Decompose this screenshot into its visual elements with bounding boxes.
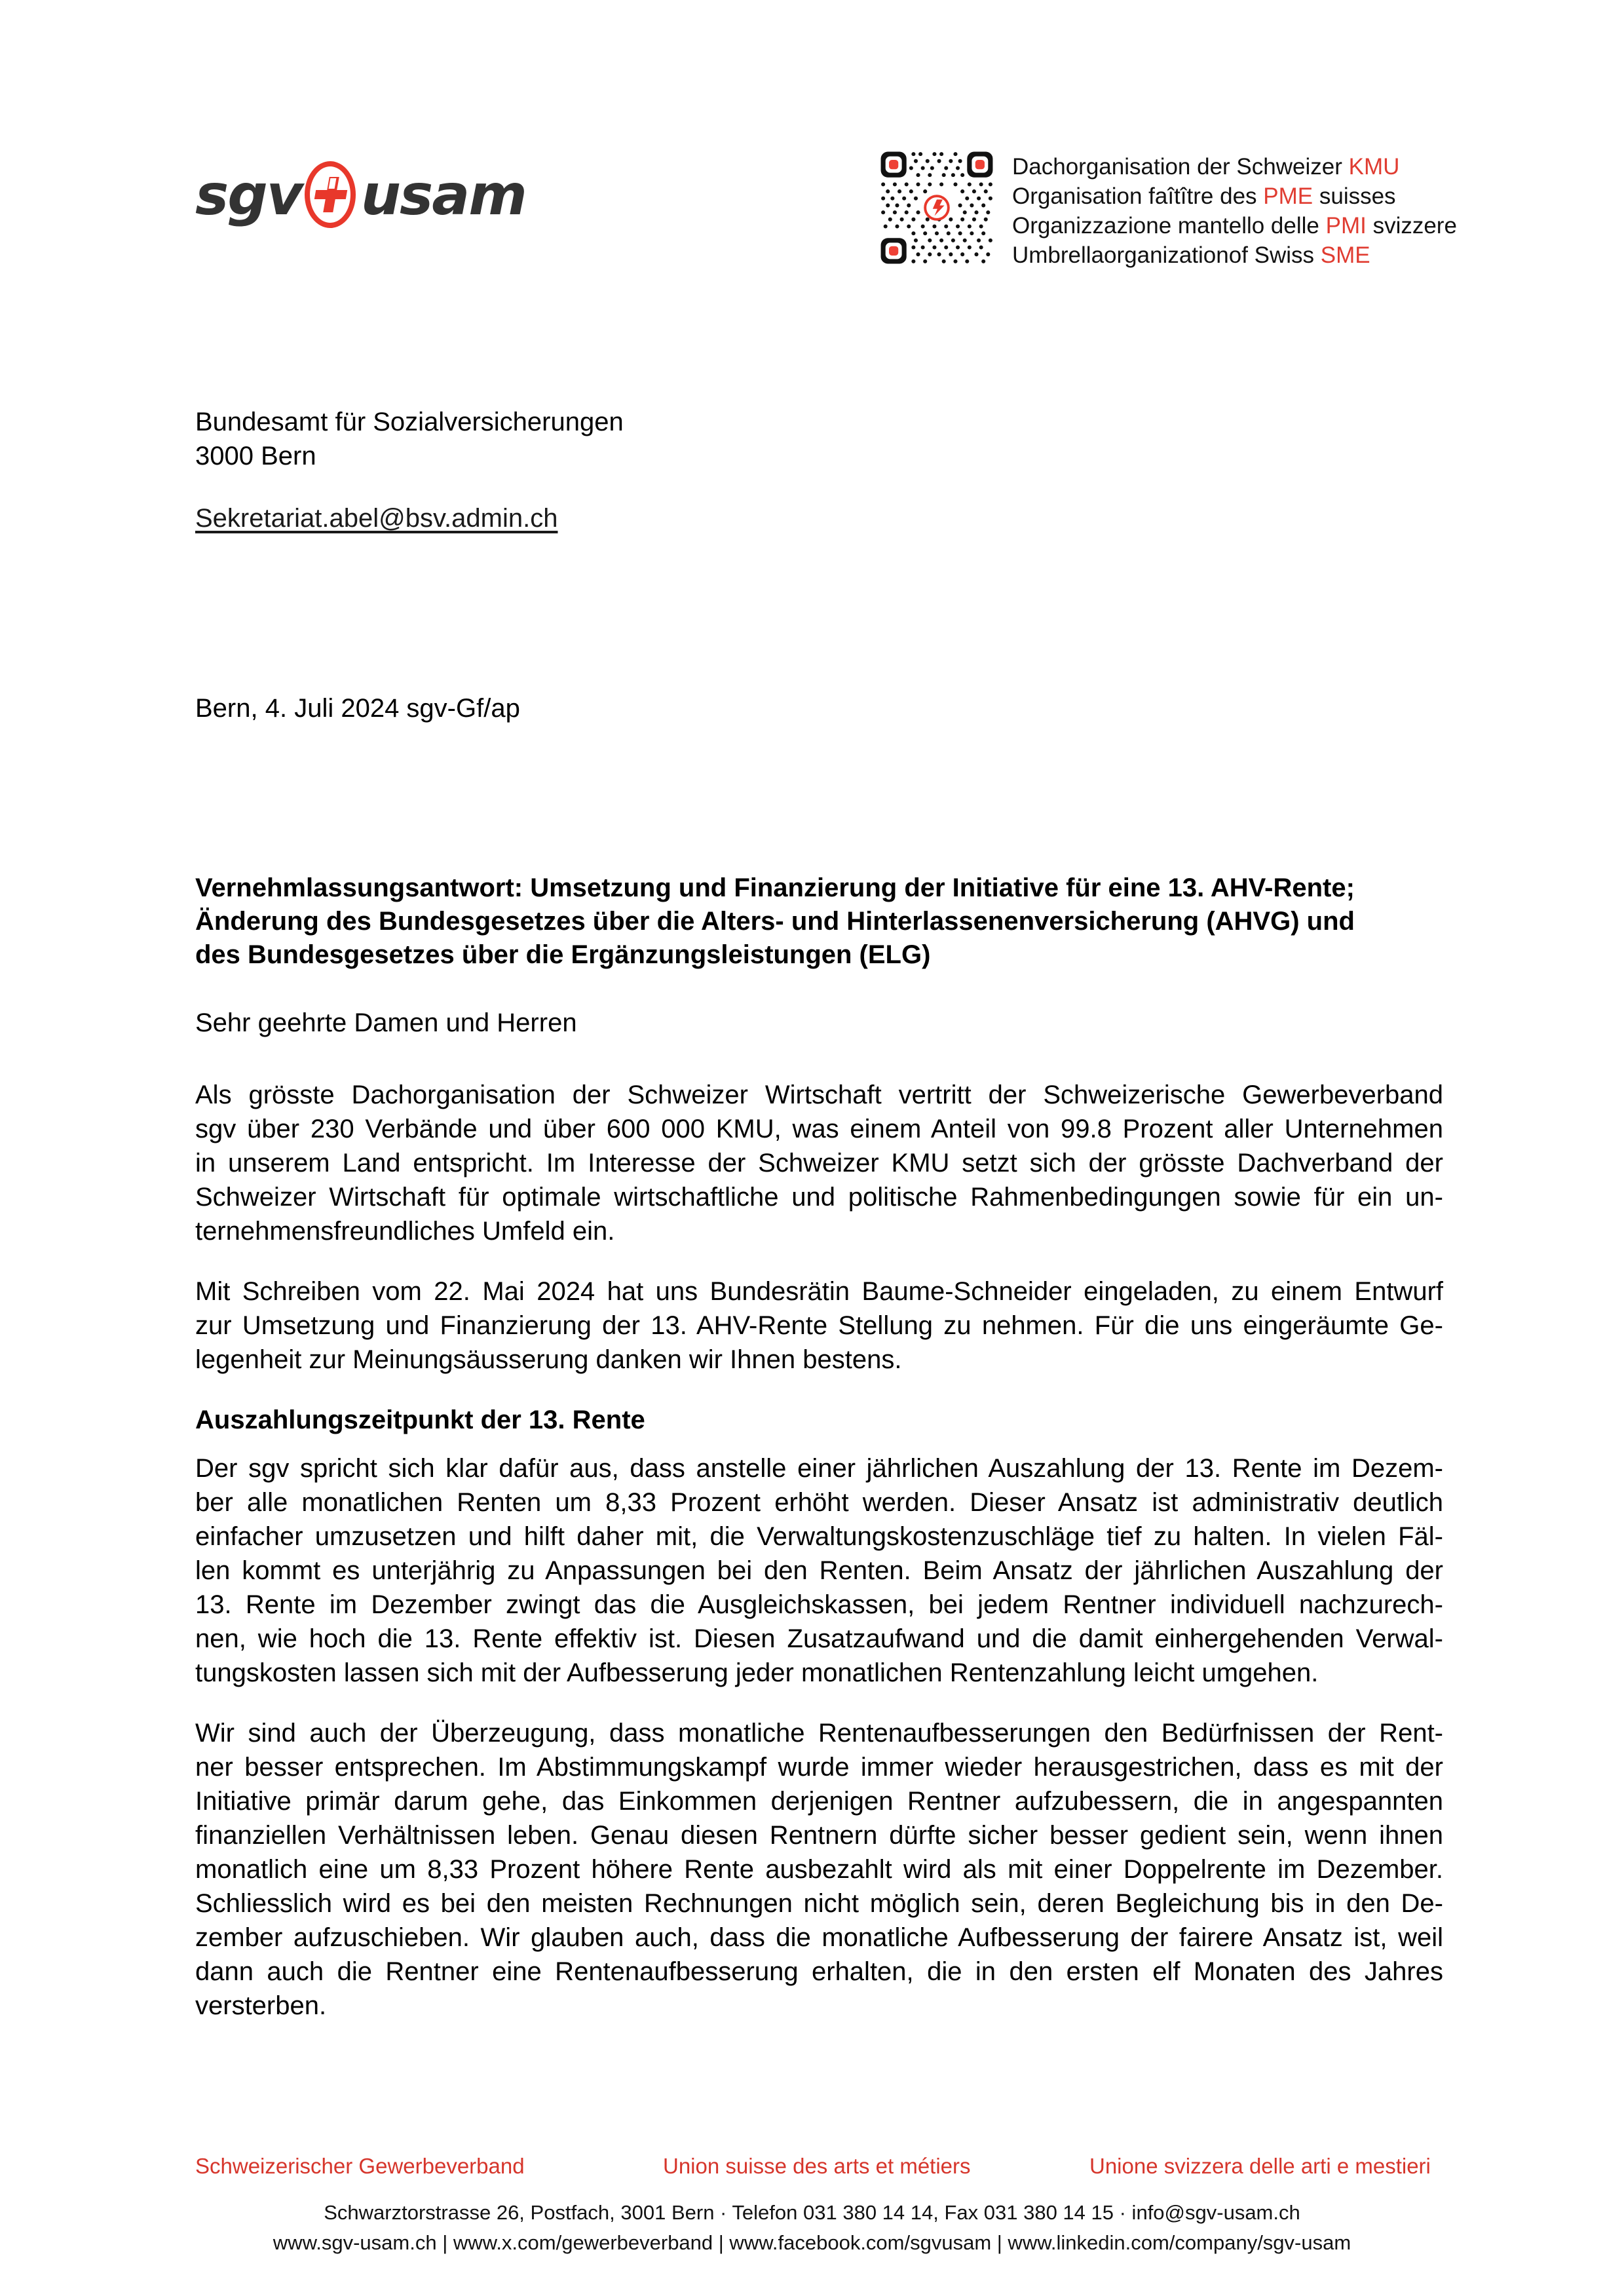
paragraph-line: in unserem Land entspricht. Im Interesse der Schweizer KMU setzt sich der grösste Dachverband der [195,1149,1443,1177]
paragraph-line: Als grösste Dachorganisation der Schweizer Wirtschaft vertritt der Schweizerische Gewerbeverband [195,1081,1443,1109]
subject-line-2: Änderung des Bundesgesetzes über die Alters- und Hinterlassenenversicherung (AHVG) und [195,907,1355,936]
tagline-de-prefix: Dachorganisation der Schweizer [1012,154,1349,180]
footer-organization-names [0,2152,1624,2186]
paragraph-line: Wir sind auch der Überzeugung, dass monatliche Rentenaufbesserungen den Bedürfnissen der Rent- [195,1719,1443,1748]
paragraph-line: nen, wie hoch die 13. Rente effektiv ist. Diesen Zusatzaufwand und die damit einhergehenden Verwal- [195,1624,1443,1653]
tagline-en [1012,240,1457,270]
paragraph-line: zur Umsetzung und Finanzierung der 13. AHV-Rente Stellung zu nehmen. Für die uns eingeräumte Ge- [195,1311,1443,1340]
subject-line-3: des Bundesgesetzes über die Ergänzungsleistungen (ELG) [195,940,931,969]
paragraph-line: ber alle monatlichen Renten um 8,33 Prozent erhöht werden. Dieser Ansatz ist administrativ deutlich [195,1488,1443,1517]
salutation: Sehr geehrte Damen und Herren [195,1008,577,1037]
footer-org-de: Schweizerischer Gewerbeverband [195,2154,525,2178]
paragraph-invitation [195,1274,1443,1377]
tagline-block [878,149,1457,270]
tagline-list [1012,149,1457,270]
paragraph-intro [195,1078,1443,1248]
paragraph-line: legenheit zur Meinungsäusserung danken wir Ihnen bestens. [195,1345,902,1374]
paragraph-line: Schliesslich wird es bei den meisten Rechnungen nicht möglich sein, deren Begleichung bis in den De- [195,1889,1443,1918]
subject-line-1: Vernehmlassungsantwort: Umsetzung und Finanzierung der Initiative für eine 13. AHV-Rente; [195,873,1355,902]
tagline-fr-prefix: Organisation faîtître des [1012,183,1264,209]
paragraph-line: monatlich eine um 8,33 Prozent höhere Rente ausbezahlt wird als mit einer Doppelrente im Dezember. [195,1855,1443,1884]
footer-links[interactable]: www.sgv-usam.ch | www.x.com/gewerbeverband | www.facebook.com/sgvusam | www.linkedin.com/company/sgv-usam [273,2231,1351,2254]
sgv-usam-logo [195,156,526,235]
recipient-email-link[interactable]: Sekretariat.abel@bsv.admin.ch [195,504,558,533]
tagline-it-accent: PMI [1325,213,1367,239]
paragraph-section1-first [195,1451,1443,1690]
dateline: Bern, 4. Juli 2024 sgv-Gf/ap [195,694,520,723]
paragraph-line: finanziellen Verhältnissen leben. Genau diesen Rentnern dürfte sicher besser gedient sein, wenn ihnen [195,1821,1443,1850]
recipient-organization: Bundesamt für Sozialversicherungen [195,408,624,436]
paragraph-section1-second [195,1716,1443,2023]
paragraph-line: ternehmensfreundliches Umfeld ein. [195,1217,615,1246]
tagline-it-suffix: svizzere [1366,213,1457,239]
tagline-it-prefix: Organizzazione mantello delle [1012,213,1326,239]
paragraph-line: einfacher umzusetzen und hilft daher mit, die Verwaltungskostenzuschläge tief zu halten. In vielen Fäl- [195,1522,1443,1551]
tagline-fr-suffix: suisses [1313,183,1396,209]
footer-org-it: Unione svizzera delle arti e mestieri [1089,2154,1431,2178]
paragraph-line: Der sgv spricht sich klar dafür aus, dass anstelle einer jährlichen Auszahlung der 13. Rente im Dezem- [195,1454,1443,1483]
logo-text-usam: usam [360,163,526,228]
paragraph-line: dann auch die Rentner eine Rentenaufbesserung erhalten, die in den ersten elf Monaten des Jahres [195,1957,1443,1986]
tagline-en-accent: SME [1320,242,1370,268]
footer-address: Schwarztorstrasse 26, Postfach, 3001 Bern · Telefon 031 380 14 14, Fax 031 380 14 15 · info@sgv-usam.ch [324,2201,1300,2224]
paragraph-line: ner besser entsprechen. Im Abstimmungskampf wurde immer wieder herausgestrichen, dass es mit der [195,1753,1443,1782]
recipient-city: 3000 Bern [195,442,316,470]
tagline-it [1012,211,1457,240]
tagline-fr [1012,182,1457,211]
tagline-de-accent: KMU [1348,154,1400,180]
tagline-de [1012,152,1457,182]
paragraph-line: len kommt es unterjährig zu Anpassungen bei den Renten. Beim Ansatz der jährlichen Auszahlung der [195,1556,1443,1585]
section-heading-auszahlungszeitpunkt: Auszahlungszeitpunkt der 13. Rente [195,1406,645,1434]
swiss-cross-emblem-icon [302,161,360,229]
paragraph-line: tungskosten lassen sich mit der Aufbesserung jeder monatlichen Rentenzahlung leicht umgehen. [195,1658,1319,1687]
recipient-address [195,405,1443,473]
letter-body [195,1078,1443,2049]
paragraph-line: Initiative primär darum gehe, das Einkommen derjenigen Rentner aufzubessern, die in angespannten [195,1787,1443,1816]
paragraph-line: Schweizer Wirtschaft für optimale wirtschaftliche und politische Rahmenbedingungen sowie für ein un- [195,1183,1443,1212]
tagline-fr-accent: PME [1263,183,1313,209]
letterhead-header [0,0,1624,308]
qr-code-icon [878,149,995,266]
paragraph-line: zember aufzuschieben. Wir glauben auch, dass die monatliche Aufbesserung der fairere Ansatz ist, weil [195,1923,1443,1952]
paragraph-line: 13. Rente im Dezember zwingt das die Ausgleichskassen, bei jedem Rentner individuell nachzurech- [195,1590,1443,1619]
subject-heading [195,871,1443,972]
paragraph-line: versterben. [195,1991,327,2020]
logo-text-sgv: sgv [195,163,302,228]
tagline-en-prefix: Umbrellaorganizationof Swiss [1012,242,1321,268]
paragraph-line: sgv über 230 Verbände und über 600 000 KMU, was einem Anteil von 99.8 Prozent aller Unternehmen [195,1115,1443,1143]
footer-org-fr: Union suisse des arts et métiers [663,2154,971,2178]
paragraph-line: Mit Schreiben vom 22. Mai 2024 hat uns Bundesrätin Baume-Schneider eingeladen, zu einem Entwurf [195,1277,1443,1306]
letter-footer [0,2152,1624,2258]
